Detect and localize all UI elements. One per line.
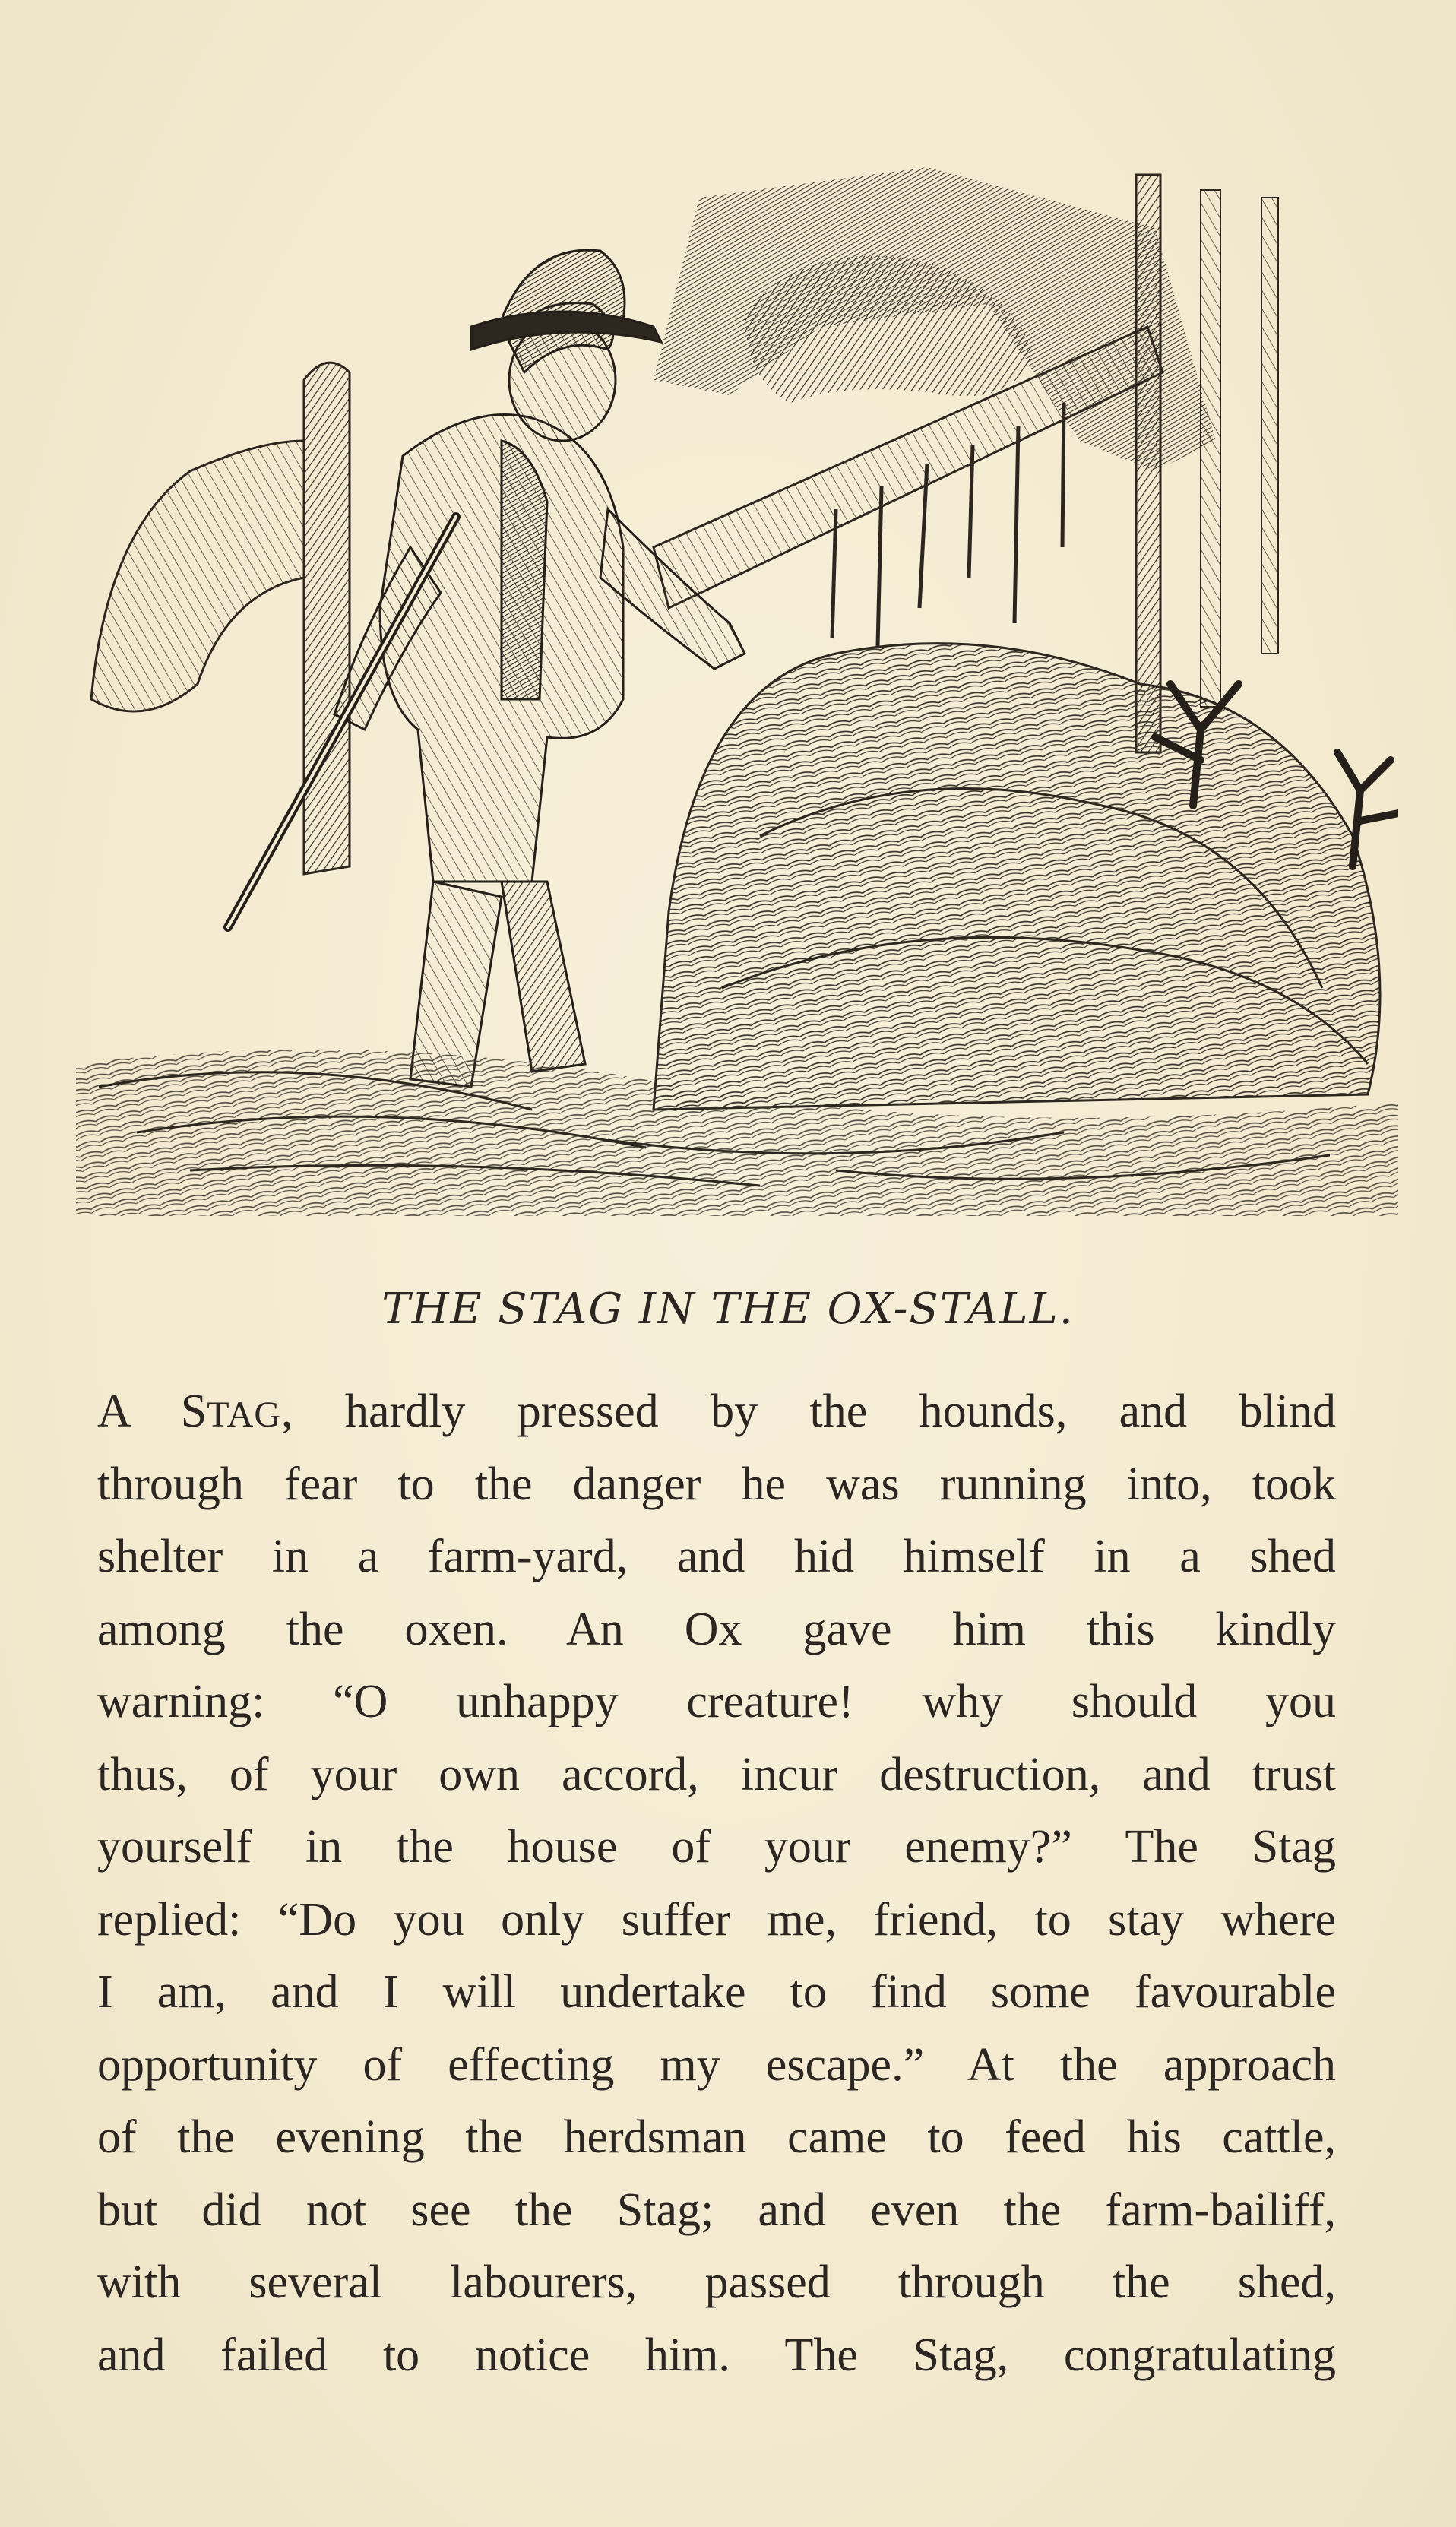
engraving-illustration — [76, 152, 1398, 1216]
illustration-caption: THE STAG IN THE OX-STALL. — [381, 1284, 1075, 1334]
initial-word-smallcaps: TAG — [207, 1395, 282, 1435]
text-line: thus, of your own accord, incur destruction, and trust — [97, 1748, 1336, 1800]
text-line: yourself in the house of your enemy?” The Stag — [97, 1821, 1336, 1873]
text-line: I am, and I will undertake to find some favourable — [97, 1966, 1336, 2018]
text-line: with several labourers, passed through the shed, — [97, 2256, 1336, 2308]
text-line: warning: “O unhappy creature! why should you — [97, 1676, 1336, 1727]
text-line: of the evening the herdsman came to feed his cattle, — [97, 2111, 1336, 2163]
text-line — [97, 1376, 1336, 1449]
text-line: shelter in a farm-yard, and hid himself in a shed — [97, 1531, 1336, 1582]
text-line: among the oxen. An Ox gave him this kindly — [97, 1603, 1336, 1655]
text-line: opportunity of effecting my escape.” At the approach — [97, 2038, 1336, 2091]
text-line: and failed to notice him. The Stag, congratulating — [97, 2329, 1336, 2381]
initial-word-capital: A S — [97, 1385, 207, 1437]
text-line: replied: “Do you only suffer me, friend, to stay where — [97, 1893, 1336, 1946]
text-line: but did not see the Stag; and even the farm-bailiff, — [97, 2183, 1336, 2236]
text-line-content: , hardly pressed by the hounds, and blind — [281, 1385, 1336, 1437]
text-line: through fear to the danger he was running into, took — [97, 1458, 1336, 1510]
engraving-icon — [76, 152, 1398, 1216]
fable-text — [97, 1376, 1336, 2392]
